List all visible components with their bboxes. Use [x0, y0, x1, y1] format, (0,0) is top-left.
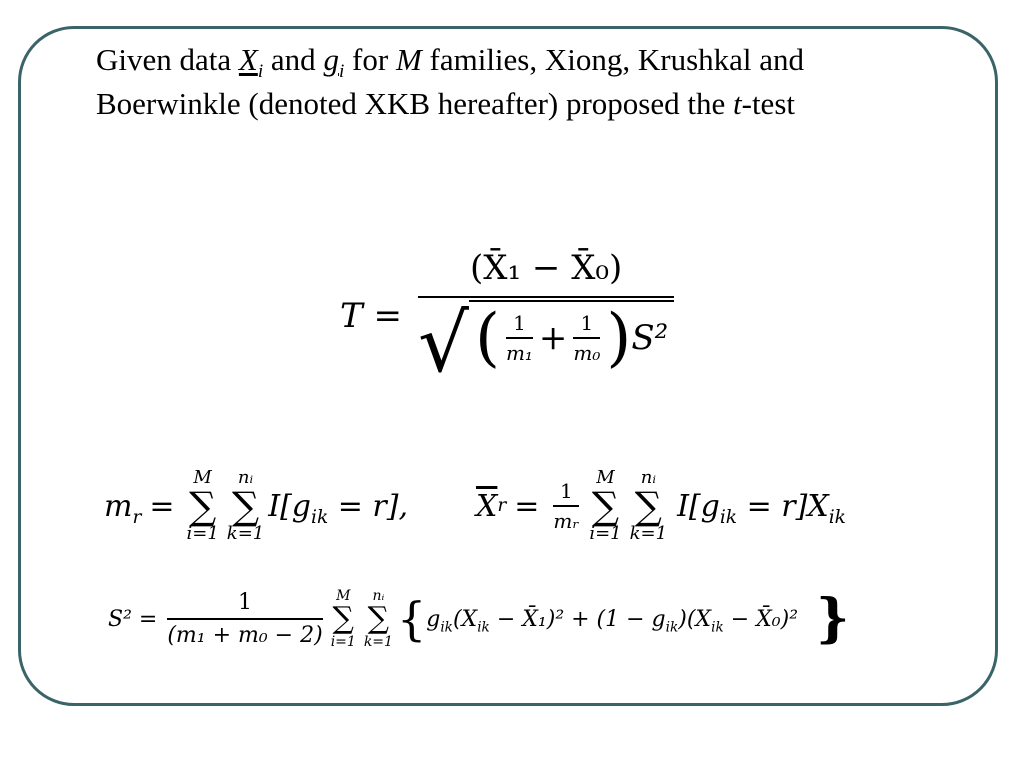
sqrt-body	[469, 300, 674, 375]
intro-segment: M	[395, 42, 422, 77]
t-denominator	[417, 297, 674, 390]
intro-segment: families, Xiong, Krushkal and Boerwinkle (denoted XKB hereafter) proposed the	[96, 42, 805, 121]
t-statistic-formula	[340, 248, 674, 390]
intro-segment: -test	[741, 86, 795, 121]
s-squared-formula	[108, 588, 958, 650]
intro-segment: for	[344, 42, 396, 77]
s2-body: $g_{ik}(X_{ik}$ − X̄₁)² + $(1 - g_{ik})(X_{ik}$ − X̄₀)²	[426, 606, 799, 635]
t-numerator: (X̄₁ − X̄₀)	[469, 248, 623, 288]
sqrt-icon: √	[417, 297, 469, 390]
sum-k: nᵢ ∑ k=1	[226, 467, 265, 544]
mini-frac-den: m₀	[573, 340, 601, 365]
paren-close: )	[606, 301, 632, 375]
intro-segment: t	[733, 86, 742, 121]
mini-frac-bar	[506, 337, 533, 339]
equals-sign: =	[149, 488, 175, 524]
mr-xr-formulas: $m_r$ = M ∑ i=1 nᵢ ∑ k=1 $I[g_{ik} = r]$, $\overline{X}$ r = $\frac{1}{\text{mᵣ}}$ M ∑ i=1 nᵢ ∑ k=1 $I[g_{ik} = r]X_{ik}$	[104, 467, 846, 544]
intro-segment: g	[323, 42, 339, 77]
xr-frac: $\frac{1}{\text{mᵣ}}$	[553, 479, 580, 533]
intro-segment: i	[338, 61, 345, 83]
mr-body: $I[g_{ik} = r]$,	[268, 488, 409, 528]
brace-close: }	[816, 588, 850, 649]
xr-body: $I[g_{ik} = r]X_{ik}$	[677, 488, 846, 528]
mini-frac-den: m₁	[505, 340, 533, 365]
sum-i: M ∑ i=1	[330, 588, 356, 650]
intro-segment: and	[263, 42, 324, 77]
sum-k: nᵢ ∑ k=1	[629, 467, 668, 544]
plus-sign: +	[538, 318, 568, 358]
sum-k: nᵢ ∑ k=1	[363, 588, 393, 650]
intro-segment: Given data	[96, 42, 239, 77]
xr-lhs: $\overline{X}$	[476, 488, 498, 524]
t-fraction	[417, 248, 674, 390]
paren-open: (	[474, 301, 500, 375]
mini-frac-num: 1	[513, 311, 526, 336]
s-squared: S²	[631, 318, 669, 358]
mr-lhs: $m_r$	[104, 488, 142, 528]
sum-i: M ∑ i=1	[589, 467, 622, 544]
intro-paragraph	[96, 38, 956, 126]
equals-sign: =	[514, 488, 540, 524]
sum-i: M ∑ i=1	[186, 467, 219, 544]
t-lhs: T =	[340, 296, 402, 336]
intro-segment: X	[238, 42, 258, 77]
intro-segment: i	[257, 61, 264, 83]
mini-frac-num: 1	[580, 311, 594, 336]
mini-frac-bar	[573, 337, 600, 339]
mini-frac-m0	[573, 311, 600, 365]
s2-frac: 1 (m₁ + m₀ − 2)	[167, 590, 323, 648]
mini-frac-m1	[506, 311, 533, 365]
s2-lhs: S² =	[108, 606, 158, 632]
brace-open: {	[396, 592, 427, 646]
